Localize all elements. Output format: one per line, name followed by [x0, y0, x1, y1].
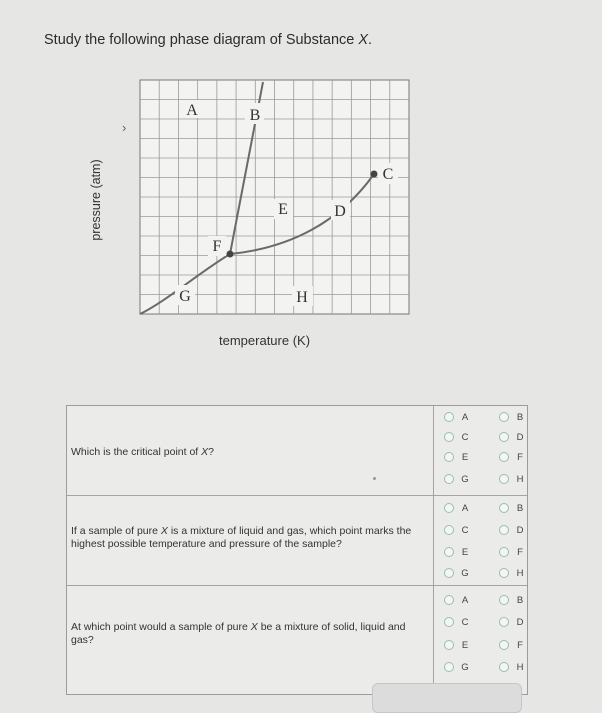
point-label-g: G	[179, 288, 191, 305]
q2-option-d[interactable]: D	[499, 523, 525, 537]
q2-option-g[interactable]: G	[444, 566, 470, 580]
q3-option-a[interactable]: A	[444, 593, 470, 607]
question-1-text: Which is the critical point of X?	[71, 446, 214, 458]
radio-icon[interactable]	[444, 617, 454, 627]
q1-option-c[interactable]: C	[444, 430, 470, 444]
radio-icon[interactable]	[444, 640, 454, 650]
radio-icon[interactable]	[499, 662, 509, 672]
cursor-dot	[373, 477, 376, 480]
point-label-h: H	[296, 289, 308, 306]
q3-option-e[interactable]: E	[444, 638, 470, 652]
point-label-c: C	[382, 166, 394, 183]
question-row-1	[67, 406, 527, 495]
radio-icon[interactable]	[444, 547, 454, 557]
point-label-b: B	[249, 107, 261, 124]
radio-icon[interactable]	[444, 412, 454, 422]
radio-icon[interactable]	[499, 525, 509, 535]
radio-icon[interactable]	[499, 432, 509, 442]
q1-option-a[interactable]: A	[444, 410, 470, 424]
page-title: Study the following phase diagram of Substance X.	[44, 32, 373, 48]
q3-option-d[interactable]: D	[499, 615, 525, 629]
radio-icon[interactable]	[499, 640, 509, 650]
radio-icon[interactable]	[444, 432, 454, 442]
q3-option-c[interactable]: C	[444, 615, 470, 629]
q2-option-h[interactable]: H	[499, 566, 525, 580]
radio-icon[interactable]	[499, 568, 509, 578]
radio-icon[interactable]	[444, 503, 454, 513]
question-3-text: At which point would a sample of pure X be a mixture of solid, liquid and gas?	[71, 621, 406, 646]
point-label-e: E	[278, 201, 288, 218]
question-table	[66, 405, 528, 695]
radio-icon[interactable]	[499, 547, 509, 557]
radio-icon[interactable]	[444, 474, 454, 484]
radio-icon[interactable]	[499, 474, 509, 484]
q1-option-f[interactable]: F	[499, 450, 525, 464]
question-row-2	[67, 495, 527, 585]
q3-option-b[interactable]: B	[499, 593, 525, 607]
radio-icon[interactable]	[499, 452, 509, 462]
q2-option-c[interactable]: C	[444, 523, 470, 537]
point-label-f: F	[212, 238, 222, 255]
q2-option-b[interactable]: B	[499, 501, 525, 515]
point-label-a: A	[186, 102, 198, 119]
radio-icon[interactable]	[499, 412, 509, 422]
radio-icon[interactable]	[444, 525, 454, 535]
radio-icon[interactable]	[444, 568, 454, 578]
q2-option-f[interactable]: F	[499, 545, 525, 559]
q1-option-d[interactable]: D	[499, 430, 525, 444]
radio-icon[interactable]	[444, 452, 454, 462]
radio-icon[interactable]	[499, 617, 509, 627]
y-axis-label: pressure (atm)	[89, 159, 103, 241]
point-label-d: D	[334, 203, 346, 220]
bottom-nav-button[interactable]	[372, 683, 522, 713]
q1-option-h[interactable]: H	[499, 472, 525, 486]
q2-option-a[interactable]: A	[444, 501, 470, 515]
q1-option-g[interactable]: G	[444, 472, 470, 486]
x-axis-label: temperature (K)	[219, 333, 311, 348]
radio-icon[interactable]	[499, 595, 509, 605]
critical-point-marker	[371, 171, 378, 178]
q3-option-g[interactable]: G	[444, 660, 470, 674]
q3-option-h[interactable]: H	[499, 660, 525, 674]
q3-option-f[interactable]: F	[499, 638, 525, 652]
radio-icon[interactable]	[444, 595, 454, 605]
question-row-3	[67, 585, 527, 694]
q2-option-e[interactable]: E	[444, 545, 470, 559]
q1-option-b[interactable]: B	[499, 410, 525, 424]
radio-icon[interactable]	[444, 662, 454, 672]
chevron-right-icon: ›	[122, 120, 127, 135]
triple-point-marker	[227, 251, 234, 258]
radio-icon[interactable]	[499, 503, 509, 513]
question-2-text: If a sample of pure X is a mixture of liquid and gas, which point marks the highest possible temperature and pressure of the sample?	[71, 525, 412, 550]
q1-option-e[interactable]: E	[444, 450, 470, 464]
